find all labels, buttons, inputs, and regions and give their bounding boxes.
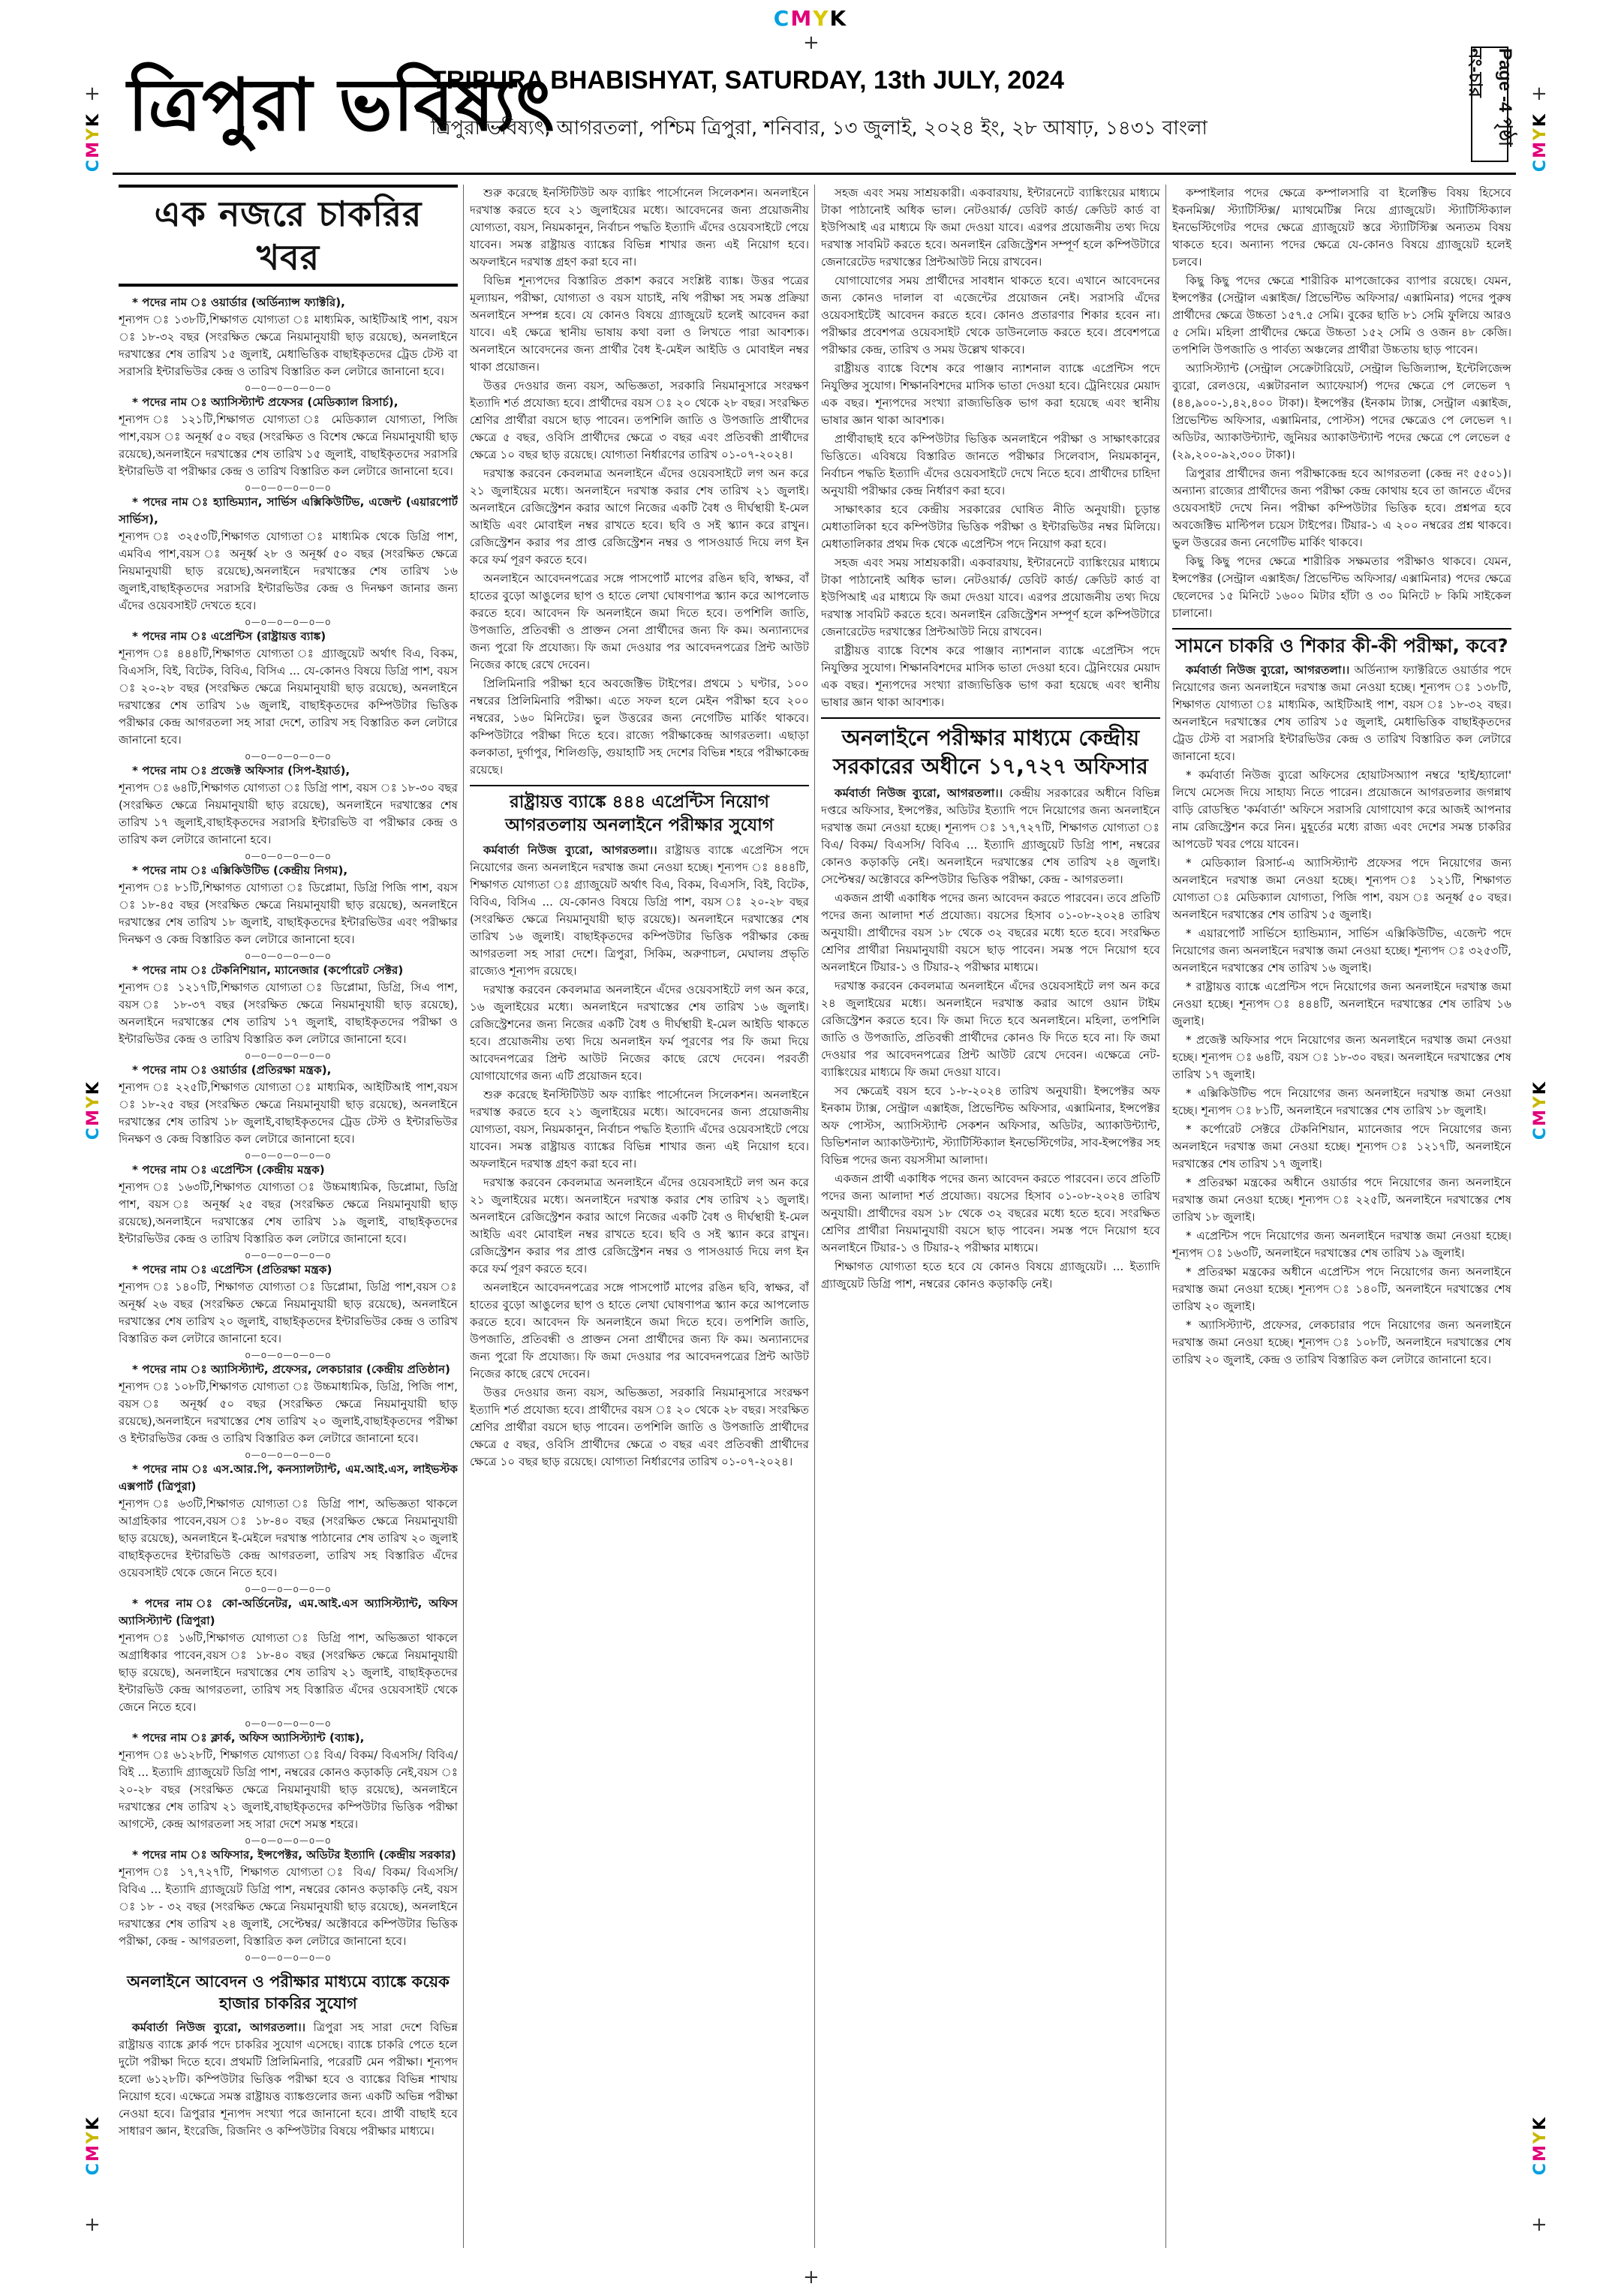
job-post-title: * পদের নাম ঃ ওয়ার্ডার (প্রতিরক্ষা মন্ত্রক),: [132, 1063, 332, 1077]
section-heading-job-news: এক নজরে চাকরির খবর: [119, 185, 458, 287]
job-post-details: শূন্যপদ ঃ ১৬৩টি,শিক্ষাগত যোগ্যতা ঃ উচ্চমাধ্যমিক, ডিপ্লোমা, ডিগ্রি পাশ, বয়স ঃ অনূর্ধ্ব ২৫ বছর (সংরক্ষিত ক্ষেত্রে নিয়মানুযায়ী ছাড় রয়েছে),অনলাইনে দরখাস্তের শেষ তারিখ ১৯ জুলাই, বাছাইকৃতদের ইন্টারভিউর কেন্দ্র ও তারিখ বিস্তারিত কল লেটারে জানানো হবে।: [119, 1180, 458, 1246]
job-divider: o—o—o—o—o—o: [245, 751, 332, 762]
masthead-rule: [113, 173, 1516, 175]
job-divider: o—o—o—o—o—o: [245, 951, 332, 961]
registration-plus-left-top: +: [84, 83, 101, 105]
story-paragraph: অনলাইনে আবেদনপত্রের সঙ্গে পাসপোর্ট মাপের রঙিন ছবি, স্বাক্ষর, বাঁ হাতের বুড়ো আঙুলের ছাপ ও হাতে লেখা ঘোষণাপত্র স্ক্যান করে আপলোড করতে হবে। আবেদন ফি অনলাইনে জমা দিতে হবে। তপশিলি জাতি, উপজাতি, প্রতিবন্ধী ও প্রাক্তন সেনা প্রার্থীদের জন্য ফি কম। অন্যান্যদের জন্য পুরো ফি প্রযোজ্য। ফি জমা দেওয়ার পর আবেদনপত্রের প্রিন্ট আউট নিজের কাছে রেখে দেবেন।: [470, 572, 809, 672]
job-post-title: * পদের নাম ঃ হ্যান্ডিম্যান, সার্ভিস এক্সিকিউটিভ, এজেন্ট (এয়ারপোর্ট সার্ভিস),: [119, 495, 458, 526]
story-paragraph: রাষ্ট্রীয়ত্ত ব্যাঙ্কে বিশেষ করে পাঞ্জাব ন্যাশনাল ব্যাঙ্কে এপ্রেন্টিস পদে নিযুক্তির সুযোগ। শিক্ষানবিশদের মাসিক ভাতা দেওয়া হবে। ট্রেনিংয়ের মেয়াদ এক বছর। শূন্যপদের সংখ্যা রাজ্যভিত্তিক ভাগ করা হয়েছে এবং স্থানীয় ভাষার জ্ঞান থাকা আবশ্যক।: [821, 644, 1160, 709]
cmyk-top-mark: [0, 6, 1621, 31]
job-post-details: শূন্যপদ ঃ ৮১টি,শিক্ষাগত যোগ্যতা ঃ ডিপ্লোমা, ডিগ্রি পিজি পাশ, বয়স ঃ ১৮-৪৫ বছর (সংরক্ষিত ক্ষেত্রে নিয়মানুযায়ী ছাড় রয়েছে), অনলাইনে দরখাস্তের শেষ তারিখ ১৮ জুলাই, বাছাইকৃতদের ইন্টারভিউর এবং পরীক্ষার দিনক্ষণ ও কেন্দ্র বিস্তারিত কল লেটারে জানানো হবে।: [119, 881, 458, 946]
upcoming-exam-item: * রাষ্ট্রায়ত্ত ব্যাঙ্কে এপ্রেন্টিস পদে নিয়োগের জন্য অনলাইনে দরখাস্ত জমা নেওয়া হচ্ছে। শূন্যপদ ঃ ৪৪৪টি, অনলাইনে দরখাস্তের শেষ তারিখ ১৬ জুলাই।: [1172, 980, 1511, 1028]
side-cmyk-left-mid: CMYK: [84, 1080, 103, 1140]
job-listing-item: [119, 1162, 458, 1248]
story-paragraph: কিছু কিছু পদের ক্ষেত্রে শারীরিক মাপজোকের ব্যাপার রয়েছে। যেমন, ইন্সপেক্টর (সেন্ট্রাল এক্সাইজ/ প্রিভেন্টিভ অফিসার/ এক্সামিনার) পদের পুরুষ প্রার্থীদের ক্ষেত্রে উচ্চতা ১৫৭.৫ সেমি। বুকের ছাতি ৮১ সেমি ফুলিয়ে আরও ৫ সেমি। মহিলা প্রার্থীদের ক্ষেত্রে উচ্চতা ১৫২ সেমি ও ওজন ৪৮ কেজি। তপশিলি উপজাতি ও পার্বত্য অঞ্চলের প্রার্থীরা উচ্চতায় ছাড় পাবেন।: [1172, 274, 1511, 356]
column-4: [1172, 185, 1511, 2255]
story-paragraph: শুরু করেছে ইনস্টিটিউট অফ ব্যাঙ্কিং পার্সোনেল সিলেকশন। অনলাইনে দরখাস্ত করতে হবে ২১ জুলাইয়ের মধ্যে। আবেদনের জন্য প্রয়োজনীয় যোগ্যতা, বয়স, নিয়মকানুন, নির্বাচন পদ্ধতি ইত্যাদি এঁদের ওয়েবসাইটে পেয়ে যাবেন। সমস্ত রাষ্ট্রায়ত্ত ব্যাঙ্কের বিভিন্ন শাখার জন্য এই নিয়োগ হবে। অফলাইনে দরখাস্ত গ্রহণ করা হবে না।: [470, 1088, 809, 1171]
job-divider: o—o—o—o—o—o: [245, 1250, 332, 1261]
job-post-details: শূন্যপদ ঃ ১২১টি,শিক্ষাগত যোগ্যতা ঃ মেডিক্যাল যোগ্যতা, পিজি পাশ,বয়স ঃ অনূর্ধ্ব ৫০ বছর (সংরক্ষিত ও বিশেষ ক্ষেত্রে নিয়মানুযায়ী ছাড় রয়েছে),অনলাইনে দরখাস্তের শেষ তারিখ ১৫ জুলাই, বাছাইকৃতদের সরাসরি ইন্টারভিউ বা পরীক্ষার কেন্দ্র ও তারিখ বিস্তারিত কল লেটারে জানানো হবে।: [119, 413, 458, 478]
job-post-title: * পদের নাম ঃ অ্যাসিস্ট্যান্ট প্রফেসর (মেডিক্যাল রিসার্চ),: [132, 395, 398, 409]
story-paragraph: কর্মবার্তা নিউজ ব্যুরো, আগরতলা।। অর্ডিন্যান্স ফ্যাক্টরিতে ওয়ার্ডার পদে নিয়োগের জন্য অনলাইনে দরখাস্ত জমা নেওয়া হচ্ছে। শূন্যপদ ঃ ১৩৮টি, শিক্ষাগত যোগ্যতা ঃ মাধ্যমিক, আইটিআই পাশ, বয়স ঃ ১৮-৩২ বছর। অনলাইনে দরখাস্তের শেষ তারিখ ১৫ জুলাই, মেধাভিত্তিক বাছাইকৃতদের ট্রেড টেস্ট বা সরাসরি ইন্টারভিউর কেন্দ্র ও তারিখ বিস্তারিত কল লেটারে জানানো হবে।: [1172, 663, 1511, 763]
job-divider: o—o—o—o—o—o: [245, 617, 332, 627]
story-paragraph: দরখাস্ত করবেন কেবলমাত্র অনলাইনে এঁদের ওয়েবসাইটে লগ অন করে ২১ জুলাইয়ের মধ্যে। অনলাইনে দরখাস্ত করার শেষ তারিখ ২১ জুলাই। অনলাইনে রেজিস্ট্রেশন করার আগে নিজের একটি বৈধ ও দীর্ঘস্থায়ী ই-মেল আইডি এবং মোবাইল নম্বর রাখতে হবে। ছবি ও সই স্ক্যান করে রাখুন। রেজিস্ট্রেশন করার পর প্রাপ্ত রেজিস্ট্রেশন নম্বর ও পাসওয়ার্ড দিয়ে লগ ইন করে ফর্ম পূরণ করতে হবে।: [470, 1176, 809, 1276]
job-listing-item: [119, 862, 458, 948]
story-paragraph: অনলাইনে আবেদনপত্রের সঙ্গে পাসপোর্ট মাপের রঙিন ছবি, স্বাক্ষর, বাঁ হাতের বুড়ো আঙুলের ছাপ ও হাতে লেখা ঘোষণাপত্র স্ক্যান করে আপলোড করতে হবে। আবেদন ফি অনলাইনে জমা দিতে হবে। তপশিলি জাতি, উপজাতি, প্রতিবন্ধী ও প্রাক্তন সেনা প্রার্থীদের জন্য ফি কম। অন্যান্যদের জন্য পুরো ফি প্রযোজ্য। ফি জমা দেওয়ার পর আবেদনপত্রের প্রিন্ট আউট নিজের কাছে রেখে দেবেন।: [470, 1281, 809, 1381]
job-post-details: শূন্যপদ ঃ ১০৮টি,শিক্ষাগত যোগ্যতা ঃ উচ্চমাধ্যমিক, ডিগ্রি, পিজি পাশ, বয়স ঃ অনূর্ধ্ব ৫০ বছর (সংরক্ষিত ক্ষেত্রে নিয়মানুযায়ী ছাড় রয়েছে),অনলাইনে দরখাস্তের শেষ তারিখ ২০ জুলাই,বাছাইকৃতদের পরীক্ষা ও ইন্টারভিউর কেন্দ্র ও তারিখ বিস্তারিত কল লেটারে জানানো হবে।: [119, 1380, 458, 1445]
upcoming-exam-item: * কর্মবার্তা নিউজ ব্যুরো অফিসের হোয়াটসঅ্যাপ নম্বরে 'হাই/হ্যালো' লিখে মেসেজ দিয়ে সাহায্য নিতে পারেন। প্রয়োজনে আগরতলার জগন্নাথ বাড়ি রোডস্থিত 'কর্মবার্তা' অফিসে সরাসরি যোগাযোগ করে আজই আপনার নাম রেজিস্ট্রেশন করে নিন। মুহূর্তের মধ্যে রাজ্য এবং দেশের সমস্ত চাকরির আপডেট খবর পেয়ে যাবেন।: [1172, 768, 1511, 851]
registration-plus-left-bottom: +: [84, 2213, 101, 2236]
side-cmyk-left-top: CMYK: [84, 113, 103, 173]
job-post-details: শূন্যপদ ঃ ৬৪টি,শিক্ষাগত যোগ্যতা ঃ ডিগ্রি পাশ, বয়স ঃ ১৮-৩০ বছর (সংরক্ষিত ক্ষেত্রে নিয়মানুযায়ী ছাড় রয়েছে), অনলাইনে দরখাস্তের শেষ তারিখ ১৭ জুলাই,বাছাইকৃতদের সরাসরি ইন্টারভিউ বা পরীক্ষার কেন্দ্র ও তারিখ কল লেটারে জানানো হবে।: [119, 781, 458, 846]
job-post-title: * পদের নাম ঃ এস.আর.পি, কনস্যালট্যান্ট, এম.আই.এস, লাইভস্টক এক্সপার্ট (ত্রিপুরা): [119, 1462, 458, 1493]
upcoming-exam-item: * কর্পোরেট সেক্টরে টেকনিশিয়ান, ম্যানেজার পদে নিয়োগের জন্য অনলাইনে দরখাস্ত জমা নেওয়া হচ্ছে। শূন্যপদ ঃ ১২১৭টি, অনলাইনে দরখাস্তের শেষ তারিখ ১৭ জুলাই।: [1172, 1122, 1511, 1171]
story-paragraph: শুরু করেছে ইনস্টিটিউট অফ ব্যাঙ্কিং পার্সোনেল সিলেকশন। অনলাইনে দরখাস্ত করতে হবে ২১ জুলাইয়ের মধ্যে। আবেদনের জন্য প্রয়োজনীয় যোগ্যতা, বয়স, নিয়মকানুন, নির্বাচন পদ্ধতি ইত্যাদি এঁদের ওয়েবসাইটে পেয়ে যাবেন। সমস্ত রাষ্ট্রায়ত্ত ব্যাঙ্কের বিভিন্ন শাখার জন্য এই নিয়োগ হবে। অফলাইনে দরখাস্ত গ্রহণ করা হবে না।: [470, 186, 809, 269]
job-listing-item: [119, 1361, 458, 1447]
job-divider: o—o—o—o—o—o: [245, 1835, 332, 1846]
job-post-title: * পদের নাম ঃ প্রজেক্ট অফিসার (সিপ-ইয়ার্ড),: [132, 764, 350, 777]
story-paragraph: রাষ্ট্রীয়ত্ত ব্যাঙ্কে বিশেষ করে পাঞ্জাব ন্যাশনাল ব্যাঙ্কে এপ্রেন্টিস পদে নিযুক্তির সুযোগ। শিক্ষানবিশদের মাসিক ভাতা দেওয়া হবে। ট্রেনিংয়ের মেয়াদ এক বছর। শূন্যপদের সংখ্যা রাজ্যভিত্তিক ভাগ করা হয়েছে এবং স্থানীয় ভাষার জ্ঞান থাকা আবশ্যক।: [821, 362, 1160, 427]
registration-plus-top: +: [803, 32, 820, 54]
story-paragraph: সহজ এবং সময় সাশ্রয়কারী। একবারযায়, ইন্টারনেটে ব্যাঙ্কিংয়ের মাধ্যমে টাকা পাঠানোই অধিক ভাল। নেটওয়ার্ক/ ডেবিট কার্ড/ ক্রেডিট কার্ড বা ইউপিআই এর মাধ্যমে ফি জমা দেওয়া যাবে। এরপর প্রয়োজনীয় তথ্য দিয়ে দরখাস্ত সাবমিট করতে হবে। অনলাইন রেজিস্ট্রেশন সম্পূর্ণ হলে কম্পিউটারে জেনারেটেড দরখাস্তের প্রিন্টআউট নিয়ে রাখবেন।: [821, 186, 1160, 269]
job-listings: [119, 294, 458, 1964]
upcoming-exam-list: [1172, 767, 1511, 1369]
side-cmyk-right-bottom: CMYK: [1531, 2116, 1550, 2176]
job-listing-item: [119, 1261, 458, 1348]
story-paragraph: কম্পাইলার পদের ক্ষেত্রে কম্পালসারি বা ইলেক্টিভ বিষয় হিসেবে ইকনমিক্স/ স্ট্যাটিস্টিক্স/ ম্যাথমেটিক্স নিয়ে গ্র্যাজুয়েট। স্ট্যাটিস্টিক্যাল ইনভেস্টিগেটর পদের ক্ষেত্রে গ্র্যাজুয়েট স্তরে স্ট্যাটিস্টিক্স অন্যতম বিষয় থাকতে হবে। অন্যান্য পদের ক্ষেত্রে যে-কোনও বিষয়ে গ্র্যাজুয়েট হলেই চলবে।: [1172, 186, 1511, 269]
job-listing-item: [119, 1595, 458, 1716]
story-paragraph: প্রার্থীবাছাই হবে কম্পিউটার ভিত্তিক অনলাইনে পরীক্ষা ও সাক্ষাৎকারের ভিত্তিতে। এবিষয়ে বিস্তারিত জানতে পরীক্ষার সিলেবাস, নিয়মকানুন, নির্বাচন পদ্ধতি ইত্যাদি এঁদের ওয়েবসাইটে দেখে নিতে হবে। প্রার্থীদের চাহিদা অনুযায়ী পরীক্ষার কেন্দ্র নির্ধারণ করা হবে।: [821, 432, 1160, 497]
job-listing-item: [119, 1461, 458, 1582]
upcoming-exam-item: * মেডিক্যাল রিসার্চ-এ অ্যাসিস্ট্যান্ট প্রফেসর পদে নিয়োগের জন্য অনলাইনে দরখাস্ত জমা নেওয়া হচ্ছে। শূন্যপদ ঃ ১২১টি, শিক্ষাগত যোগ্যতা ঃ মেডিক্যাল যোগ্যতা, পিজি পাশ, বয়স ঃ অনূর্ধ্ব ৫০ বছর। অনলাইনে দরখাস্তের শেষ তারিখ ১৫ জুলাই।: [1172, 856, 1511, 921]
story-paragraph: যোগাযোগের সময় প্রার্থীদের সাবধান থাকতে হবে। এখানে আবেদনের জন্য কোনও দালাল বা এজেন্টের প্রয়োজন নেই। সরাসরি এঁদের ওয়েবসাইটেই আবেদন করতে হবে। কোনও প্রতারণার শিকার হবেন না। পরীক্ষার প্রবেশপত্র ওয়েবসাইট থেকে ডাউনলোড করতে হবে। প্রবেশপত্রে পরীক্ষার কেন্দ্র, তারিখ ও সময় উল্লেখ থাকবে।: [821, 274, 1160, 356]
job-post-details: শূন্যপদ ঃ ২২৫টি,শিক্ষাগত যোগ্যতা ঃ মাধ্যমিক, আইটিআই পাশ,বয়স ঃ ১৮-২৫ বছর (সংরক্ষিত ক্ষেত্রে নিয়মানুযায়ী ছাড় রয়েছে), অনলাইনে দরখাস্তের শেষ তারিখ ১৮ জুলাই,বাছাইকৃতদের ট্রেড টেস্ট ও ইন্টারভিউর দিনক্ষণ ও কেন্দ্র বিস্তারিত কল লেটারে জানানো হবে।: [119, 1080, 458, 1146]
job-divider: o—o—o—o—o—o: [245, 1150, 332, 1161]
job-post-details: শূন্যপদ ঃ ১৪০টি, শিক্ষাগত যোগ্যতা ঃ ডিপ্লোমা, ডিগ্রি পাশ,বয়স ঃ অনূর্ধ্ব ২৬ বছর (সংরক্ষিত ক্ষেত্রে নিয়মানুযায়ী ছাড় রয়েছে), অনলাইনে দরখাস্তের শেষ তারিখ ২০ জুলাই, বাছাইকৃতদের ইন্টারভিউর কেন্দ্র ও তারিখ বিস্তারিত কল লেটারে জানানো হবে।: [119, 1280, 458, 1345]
story-paragraph: অ্যাসিস্ট্যান্ট (সেন্ট্রাল সেক্রেটারিয়েট, সেন্ট্রাল ভিজিল্যান্স, ইন্টেলিজেন্স ব্যুরো, রেলওয়ে, এক্সটারনাল অ্যাফেয়ার্স) পদের ক্ষেত্রে পে লেভেল ৭ (৪৪,৯০০-১,৪২,৪০০ টাকা)। ইন্সপেক্টর (ইনকাম ট্যাক্স, সেন্ট্রাল এক্সাইজ, প্রিভেন্টিভ অফিসার, এক্সামিনার, পোস্টস) পদের ক্ষেত্রেও পে লেভেল ৭। অডিটর, অ্যাকাউন্ট্যান্ট, জুনিয়র অ্যাকাউন্ট্যান্ট পদের ক্ষেত্রে পে লেভেল ৫ (২৯,২০০-৯২,৩০০ টাকা)।: [1172, 362, 1511, 461]
story-paragraph: সব ক্ষেত্রেই বয়স হবে ১-৮-২০২৪ তারিখ অনুযায়ী। ইন্সপেক্টর অফ ইনকাম ট্যাক্স, সেন্ট্রাল এক্সাইজ, প্রিভেন্টিভ অফিসার, এক্সামিনার, ইন্সপেক্টর অফ পোস্টস, অ্যাসিস্ট্যান্ট সেকশন অফিসার, অডিটর, অ্যাকাউন্ট্যান্ট, ডিভিশনাল অ্যাকাউন্ট্যান্ট, স্ট্যাটিস্টিক্যাল ইনভেস্টিগেটর, সাব-ইন্সপেক্টর সহ বিভিন্ন পদের জন্য বয়সসীমা আলাদা।: [821, 1084, 1160, 1167]
registration-plus-right-top: +: [1531, 83, 1547, 105]
job-post-title: * পদের নাম ঃ কো-অর্ডিনেটর, এম.আই.এস অ্যাসিস্ট্যান্ট, অফিস অ্যাসিস্ট্যান্ট (ত্রিপুরা): [119, 1597, 458, 1627]
story-paragraph: সাক্ষাৎকার হবে কেন্দ্রীয় সরকারের ঘোষিত নীতি অনুযায়ী। চূড়ান্ত মেধাতালিকা হবে কম্পিউটার ভিত্তিক পরীক্ষা ও ইন্টারভিউর নম্বর মিলিয়ে। মেধাতালিকার প্রথম দিক থেকে এপ্রেন্টিস পদে নিয়োগ করা হবে।: [821, 503, 1160, 551]
job-divider: o—o—o—o—o—o: [245, 482, 332, 493]
job-post-title: * পদের নাম ঃ টেকনিশিয়ান, ম্যানেজার (কর্পোরেট সেক্টর): [132, 963, 404, 977]
story-byline: কর্মবার্তা নিউজ ব্যুরো, আগরতলা।।: [132, 2021, 306, 2034]
job-listing-item: [119, 394, 458, 480]
job-listing-item: [119, 1847, 458, 1950]
job-listing-item: [119, 1062, 458, 1148]
registration-plus-bottom: +: [803, 2266, 820, 2288]
job-listing-item: [119, 762, 458, 849]
story-paragraph: দরখাস্ত করবেন কেবলমাত্র অনলাইনে এঁদের ওয়েবসাইটে লগ অন করে ২৪ জুলাইয়ের মধ্যে। অনলাইনে দরখাস্ত করার আগে ওয়ান টাইম রেজিস্ট্রেশন করতে হবে। ফি জমা দিতে হবে অনলাইনে। মহিলা, তপশিলি জাতি ও উপজাতি, প্রতিবন্ধী প্রার্থীদের কোনও ফি দিতে হবে না। ফি জমা দেওয়ার পর আবেদনপত্রের প্রিন্ট আউট রেখে দেবেন। এক্ষেত্রে নেট-ব্যাঙ্কিংয়ের মাধ্যমে ফি জমা দেওয়া যাবে।: [821, 979, 1160, 1079]
story-paragraph: উত্তর দেওয়ার জন্য বয়স, অভিজ্ঞতা, সরকারি নিয়মানুসারে সংরক্ষণ ইত্যাদি শর্ত প্রযোজ্য হবে। প্রার্থীদের বয়স ঃ ২০ থেকে ২৮ বছর। সংরক্ষিত শ্রেণির প্রার্থীরা বয়সে ছাড় পাবেন। তপশিলি জাতি ও উপজাতি প্রার্থীদের ক্ষেত্রে ৫ বছর, ওবিসি প্রার্থীদের ক্ষেত্রে ৩ বছর এবং প্রতিবন্ধী প্রার্থীদের ক্ষেত্রে ১০ বছর ছাড় রয়েছে। যোগ্যতা নির্ধারণের তারিখ ০১-০৭-২০২৪।: [470, 379, 809, 461]
section-heading-upcoming-exams: সামনে চাকরি ও শিকার কী-কী পরীক্ষা, কবে?: [1172, 628, 1511, 657]
job-post-title: * পদের নাম ঃ অ্যাসিস্ট্যান্ট, প্রফেসর, লেকচারার (কেন্দ্রীয় প্রতিষ্ঠান): [132, 1363, 450, 1376]
cmyk-k: K: [829, 6, 848, 31]
job-post-title: * পদের নাম ঃ এপ্রেন্টিস (কেন্দ্রীয় মন্ত্রক): [132, 1163, 325, 1177]
job-post-details: শূন্যপদ ঃ ১২১৭টি,শিক্ষাগত যোগ্যতা ঃ ডিপ্লোমা, ডিগ্রি, সিএ পাশ, বয়স ঃ ১৮-৩৭ বছর (সংরক্ষিত ক্ষেত্রে নিয়মানুযায়ী ছাড় রয়েছে), অনলাইনে দরখাস্তের শেষ তারিখ ১৭ জুলাই, বাছাইকৃতদের পরীক্ষা ও ইন্টারভিউর কেন্দ্র ও তারিখ বিস্তারিত কল লেটারে জানানো হবে।: [119, 981, 458, 1046]
story-paragraph: কর্মবার্তা নিউজ ব্যুরো, আগরতলা।। ত্রিপুরা সহ সারা দেশে বিভিন্ন রাষ্ট্রায়ত্ত ব্যাঙ্কে ক্লার্ক পদে চাকরির সুযোগ এসেছে। ব্যাঙ্কে চাকরি পেতে হলে দুটো পরীক্ষা দিতে হবে। প্রথমটি প্রিলিমিনারি, পরেরটি মেন পরীক্ষা। শূন্যপদ হলো ৬১২৮টি। কম্পিউটার ভিত্তিক পরীক্ষা হবে ও ব্যাঙ্কের বিভিন্ন শাখায় নিয়োগ হবে। এক্ষেত্রে সমস্ত রাষ্ট্রায়ত্ত ব্যাঙ্কগুলোর জন্য একটি অভিন্ন পরীক্ষা নেওয়া হবে। ত্রিপুরার শূন্যপদ সংখ্যা পরে জানানো হবে। প্রার্থী বাছাই হবে সাধারণ জ্ঞান, ইংরেজি, রিজনিং ও কম্পিউটার বিষয়ে পরীক্ষার মাধ্যমে।: [119, 2021, 458, 2138]
job-post-title: * পদের নাম ঃ এপ্রেন্টিস (প্রতিরক্ষা মন্ত্রক): [132, 1263, 332, 1276]
page-number-box: Page -4 পৃষ্ঠা নং-চার: [1471, 47, 1508, 162]
job-post-title: * পদের নাম ঃ ক্লার্ক, অফিস অ্যাসিস্ট্যান্ট (ব্যাঙ্ক),: [132, 1731, 365, 1745]
job-listing-item: [119, 1730, 458, 1833]
story-byline: কর্মবার্তা নিউজ ব্যুরো, আগরতলা।।: [1186, 663, 1350, 677]
story-paragraph: উত্তর দেওয়ার জন্য বয়স, অভিজ্ঞতা, সরকারি নিয়মানুসারে সংরক্ষণ ইত্যাদি শর্ত প্রযোজ্য হবে। প্রার্থীদের বয়স ঃ ২০ থেকে ২৮ বছর। সংরক্ষিত শ্রেণির প্রার্থীরা বয়সে ছাড় পাবেন। তপশিলি জাতি ও উপজাতি প্রার্থীদের ক্ষেত্রে ৫ বছর, ওবিসি প্রার্থীদের ক্ষেত্রে ৩ বছর এবং প্রতিবন্ধী প্রার্থীদের ক্ষেত্রে ১০ বছর ছাড় রয়েছে। যোগ্যতা নির্ধারণের তারিখ ০১-০৭-২০২৪।: [470, 1386, 809, 1468]
story-paragraph: ত্রিপুরার প্রার্থীদের জন্য পরীক্ষাকেন্দ্র হবে আগরতলা (কেন্দ্র নং ৫৫০১)। অন্যান্য রাজ্যের প্রার্থীদের জন্য পরীক্ষা কেন্দ্র কোথায় হবে তা জানতে এঁদের ওয়েবসাইট দেখে নিন। পরীক্ষা কম্পিউটার ভিত্তিক হবে। প্রশ্নপত্র হবে অবজেক্টিভ মাল্টিপল চয়েস টাইপের। টিয়ার-১ এ ২০০ নম্বরের প্রশ্ন থাকবে। ভুল উত্তরের জন্য নেগেটিভ মার্কিং থাকবে।: [1172, 467, 1511, 549]
story-paragraph: প্রিলিমিনারি পরীক্ষা হবে অবজেক্টিভ টাইপের। প্রথমে ১ ঘণ্টার, ১০০ নম্বরের প্রিলিমিনারি পরীক্ষা। এতে সফল হলে মেইন পরীক্ষা হবে ২০০ নম্বরের, ১৬০ মিনিটের। ভুল উত্তরের জন্য নেগেটিভ মার্কিং থাকবে। কম্পিউটারে পরীক্ষা দিতে হবে। রাজ্যে পরীক্ষাকেন্দ্র আগরতলা। এছাড়া কলকাতা, দুর্গাপুর, শিলিগুড়ি, গুয়াহাটি সহ দেশের বিভিন্ন শহরে পরীক্ষাকেন্দ্র রয়েছে।: [470, 677, 809, 777]
job-post-title: * পদের নাম ঃ অফিসার, ইন্সপেক্টর, অডিটর ইত্যাদি (কেন্দ্রীয় সরকার): [132, 1848, 456, 1862]
cmyk-c: C: [773, 6, 791, 31]
registration-plus-right-bottom: +: [1531, 2213, 1547, 2236]
upcoming-exam-item: * প্রতিরক্ষা মন্ত্রকের অধীনে এপ্রেন্টিস পদে নিয়োগের জন্য অনলাইনে দরখাস্ত জমা নেওয়া হচ্ছে। শূন্যপদ ঃ ১৪০টি, অনলাইনে দরখাস্তের শেষ তারিখ ২০ জুলাই।: [1172, 1265, 1511, 1313]
story-paragraph: কিছু কিছু পদের ক্ষেত্রে শারীরিক সক্ষমতার পরীক্ষাও থাকবে। যেমন, ইন্সপেক্টর (সেন্ট্রাল এক্সাইজ/ প্রিভেন্টিভ অফিসার/ এক্সামিনার) পদের ক্ষেত্রে ছেলেদের ১৫ মিনিটে ১৬০০ মিটার হাঁটা ও ৩০ মিনিটে ৮ কিমি সাইকেল চালানো।: [1172, 554, 1511, 620]
job-post-details: শূন্যপদ ঃ ১৩৮টি,শিক্ষাগত যোগ্যতা ঃ মাধ্যমিক, আইটিআই পাশ, বয়স ঃ ১৮-৩২ বছর (সংরক্ষিত ক্ষেত্রে নিয়মানুযায়ী ছাড় রয়েছে), অনলাইনে দরখাস্তের শেষ তারিখ ১৫ জুলাই, মেধাভিত্তিক বাছাইকৃতদের ট্রেড টেস্ট বা সরাসরি ইন্টারভিউর কেন্দ্র ও তারিখ বিস্তারিত কল লেটারে জানানো হবে।: [119, 313, 458, 378]
masthead: [128, 47, 1515, 167]
side-cmyk-left-bottom: CMYK: [84, 2116, 103, 2176]
side-cmyk-right-mid: CMYK: [1531, 1080, 1550, 1140]
job-divider: o—o—o—o—o—o: [245, 1350, 332, 1360]
column-2: [470, 185, 809, 2255]
job-divider: o—o—o—o—o—o: [245, 1050, 332, 1061]
upcoming-exam-item: * প্রতিরক্ষা মন্ত্রকের অধীনে ওয়ার্ডার পদে নিয়োগের জন্য অনলাইনে দরখাস্ত জমা নেওয়া হচ্ছে। শূন্যপদ ঃ ২২৫টি, অনলাইনে দরখাস্তের শেষ তারিখ ১৮ জুলাই।: [1172, 1176, 1511, 1224]
column-separator: [1165, 185, 1166, 2248]
job-post-details: শূন্যপদ ঃ ৬৩টি,শিক্ষাগত যোগ্যতা ঃ ডিগ্রি পাশ, অভিজ্ঞতা থাকলে আগ্রহিকার পাবেন,বয়স ঃ ১৮-৪০ বছর (সংরক্ষিত ক্ষেত্রে নিয়মানুযায়ী ছাড় রয়েছে), অনলাইনে ই-মেইলে দরখাস্ত পাঠানোর শেষ তারিখ ২০ জুলাই বাছাইকৃতদের ইন্টারভিউ কেন্দ্র আগরতলা, তারিখ সহ বিস্তারিত এঁদের ওয়েবসাইট থেকে জেনে নিতে হবে।: [119, 1497, 458, 1579]
story-paragraph: একজন প্রার্থী একাধিক পদের জন্য আবেদন করতে পারবেন। তবে প্রতিটি পদের জন্য আলাদা শর্ত প্রযোজ্য। বয়সের হিসাব ০১-০৮-২০২৪ তারিখ অনুযায়ী। প্রার্থীদের বয়স ১৮ থেকে ৩২ বছরের মধ্যে হতে হবে। সংরক্ষিত শ্রেণির প্রার্থীরা নিয়মানুযায়ী বয়সে ছাড় পাবেন। সমস্ত পদে নিয়োগ হবে অনলাইনে টিয়ার-১ ও টিয়ার-২ পরীক্ষার মাধ্যমে।: [821, 1172, 1160, 1255]
column-separator: [814, 185, 815, 2248]
cmyk-y: Y: [813, 6, 830, 31]
job-listing-item: [119, 494, 458, 615]
side-cmyk-right-top: CMYK: [1531, 113, 1550, 173]
job-divider: o—o—o—o—o—o: [245, 1584, 332, 1594]
column-separator: [463, 185, 464, 2248]
upcoming-exam-item: * এক্সিকিউটিভ পদে নিয়োগের জন্য অনলাইনে দরখাস্ত জমা নেওয়া হচ্ছে। শূন্যপদ ঃ ৮১টি, অনলাইনে দরখাস্তের শেষ তারিখ ১৮ জুলাই।: [1172, 1086, 1511, 1117]
job-listing-item: [119, 962, 458, 1048]
job-listing-item: [119, 294, 458, 380]
story-heading-bank-clerk: অনলাইনে আবেদন ও পরীক্ষার মাধ্যমে ব্যাঙ্কে কয়েক হাজার চাকরির সুযোগ: [127, 1973, 450, 2012]
cmyk-m: M: [790, 6, 814, 31]
job-post-title: * পদের নাম ঃ এক্সিকিউটিভ (কেন্দ্রীয় নিগম),: [132, 864, 348, 877]
story-paragraph: কর্মবার্তা নিউজ ব্যুরো, আগরতলা।। কেন্দ্রীয় সরকারের অধীনে বিভিন্ন দপ্তরে অফিসার, ইন্সপেক্টর, অডিটর ইত্যাদি পদে নিয়োগের জন্য অনলাইনে দরখাস্ত জমা নেওয়া হচ্ছে। শূন্যপদ ঃ ১৭,৭২৭টি, শিক্ষাগত যোগ্যতা ঃ বিএ/ বিকম/ বিএসসি/ বিবিএ ... ইত্যাদি গ্র্যাজুয়েট ডিগ্রি পাশ, নম্বরের কোনও কড়াকড়ি নেই। অনলাইনে দরখাস্তের শেষ তারিখ ২৪ জুলাই। সেপ্টেম্বর/ অক্টোবরে কম্পিউটার ভিত্তিক পরীক্ষা, কেন্দ্র - আগরতলা।: [821, 786, 1160, 886]
job-post-title: * পদের নাম ঃ এপ্রেন্টিস (রাষ্ট্রায়ত্ত ব্যাঙ্ক): [132, 630, 326, 643]
upcoming-exam-item: * এয়ারপোর্ট সার্ভিসে হ্যান্ডিম্যান, সার্ভিস এক্সিকিউটিভ, এজেন্ট পদে নিয়োগের জন্য অনলাইনে দরখাস্ত জমা নেওয়া হচ্ছে। শূন্যপদ ঃ ৩২৫৩টি, অনলাইনে দরখাস্তের শেষ তারিখ ১৬ জুলাই।: [1172, 927, 1511, 975]
job-divider: o—o—o—o—o—o: [245, 383, 332, 393]
job-divider: o—o—o—o—o—o: [245, 1450, 332, 1460]
story-paragraph: সহজ এবং সময় সাশ্রয়কারী। একবারযায়, ইন্টারনেটে ব্যাঙ্কিংয়ের মাধ্যমে টাকা পাঠানোই অধিক ভাল। নেটওয়ার্ক/ ডেবিট কার্ড/ ক্রেডিট কার্ড বা ইউপিআই এর মাধ্যমে ফি জমা দেওয়া যাবে। এরপর প্রয়োজনীয় তথ্য দিয়ে দরখাস্ত সাবমিট করতে হবে। অনলাইন রেজিস্ট্রেশন সম্পূর্ণ হলে কম্পিউটারে জেনারেটেড দরখাস্তের প্রিন্টআউট নিয়ে রাখবেন।: [821, 556, 1160, 639]
job-post-details: শূন্যপদ ঃ ৩২৫৩টি,শিক্ষাগত যোগ্যতা ঃ মাধ্যমিক থেকে ডিগ্রি পাশ, এমবিএ পাশ,বয়স ঃ অনূর্ধ্ব ২৮ ও অনূর্ধ্ব ৫০ বছর (সংরক্ষিত ক্ষেত্রে নিয়মানুযায়ী ছাড় রয়েছে),অনলাইনে দরখাস্তের শেষ তারিখ ১৬ জুলাই,বাছাইকৃতদের সরাসরি ইন্টারভিউর কেন্দ্র ও দিনক্ষণ জানার জন্য এঁদের ওয়েবসাইট দেখতে হবে।: [119, 530, 458, 612]
job-post-details: শূন্যপদ ঃ ৬১২৮টি, শিক্ষাগত যোগ্যতা ঃ বিএ/ বিকম/ বিএসসি/ বিবিএ/ বিই ... ইত্যাদি গ্র্যাজুয়েট ডিগ্রি পাশ, নম্বরের কোনও কড়াকড়ি নেই,বয়স ঃ ২০-২৮ বছর (সংরক্ষিত ক্ষেত্রে নিয়মানুযায়ী ছাড় রয়েছে), অনলাইনে দরখাস্তের শেষ তারিখ ২১ জুলাই,বাছাইকৃতদের কম্পিউটার ভিত্তিক পরীক্ষা আগস্টে, কেন্দ্র আগরতলা সহ সারা দেশে সমস্ত শহরে।: [119, 1748, 458, 1831]
story-paragraph: দরখাস্ত করবেন কেবলমাত্র অনলাইনে এঁদের ওয়েবসাইটে লগ অন করে, ১৬ জুলাইয়ের মধ্যে। অনলাইনে দরখাস্তের শেষ তারিখ ১৬ জুলাই। রেজিস্ট্রেশনের জন্য নিজের একটি বৈধ ও দীর্ঘস্থায়ী ই-মেল আইডি থাকতে হবে। প্রয়োজনীয় তথ্য দিয়ে অনলাইন ফর্ম পূরণের পর ফি জমা দিয়ে আবেদনপত্রের প্রিন্ট আউট নিজের কাছে রেখে দেবেন। পরবর্তী যোগাযোগের জন্য এটি প্রয়োজন হবে।: [470, 983, 809, 1083]
story-paragraph: কর্মবার্তা নিউজ ব্যুরো, আগরতলা।। রাষ্ট্রায়ত্ত ব্যাঙ্কে এপ্রেন্টিস পদে নিয়োগের জন্য অনলাইনে দরখাস্ত জমা নেওয়া হচ্ছে। শূন্যপদ ঃ ৪৪৪টি, শিক্ষাগত যোগ্যতা ঃ গ্র্যাজুয়েট অর্থাৎ বিএ, বিকম, বিএসসি, বিই, বিটেক, বিবিএ, বিসিএ ... যে-কোনও বিষয়ে ডিগ্রি পাশ, বয়স ঃ ২০-২৮ বছর (সংরক্ষিত ক্ষেত্রে নিয়মানুযায়ী ছাড় রয়েছে)। অনলাইনে দরখাস্তের শেষ তারিখ ১৬ জুলাই। বাছাইকৃতদের কম্পিউটার ভিত্তিক পরীক্ষার কেন্দ্র আগরতলা সহ সারা দেশে। ত্রিপুরা, সিকিম, অরুণাচল, মেঘালয় প্রভৃতি রাজ্যেও শূন্যপদ রয়েছে।: [470, 843, 809, 978]
job-divider: o—o—o—o—o—o: [245, 851, 332, 861]
job-divider: o—o—o—o—o—o: [245, 1952, 332, 1963]
upcoming-exam-item: * অ্যাসিস্ট্যান্ট, প্রফেসর, লেকচারার পদে নিয়োগের জন্য অনলাইনে দরখাস্ত জমা নেওয়া হচ্ছে। শূন্যপদ ঃ ১০৮টি, অনলাইনে দরখাস্তের শেষ তারিখ ২০ জুলাই, কেন্দ্র ও তারিখ বিস্তারিত কল লেটারে জানানো হবে।: [1172, 1318, 1511, 1366]
upcoming-exam-item: * প্রজেক্ট অফিসার পদে নিয়োগের জন্য অনলাইনে দরখাস্ত জমা নেওয়া হচ্ছে। শূন্যপদ ঃ ৬৪টি, বয়স ঃ ১৮-৩০ বছর। অনলাইনে দরখাস্তের শেষ তারিখ ১৭ জুলাই।: [1172, 1033, 1511, 1081]
job-listing-item: [119, 628, 458, 749]
masthead-bengali-dateline: ত্রিপুরা ভবিষ্যৎ, আগরতলা, পশ্চিম ত্রিপুরা, শনিবার, ১৩ জুলাই, ২০২৪ ইং, ২৮ আষাঢ়, ১৪৩১ বাংলা: [431, 117, 1207, 140]
job-post-details: শূন্যপদ ঃ ১৭,৭২৭টি, শিক্ষাগত যোগ্যতা ঃ বিএ/ বিকম/ বিএসসি/ বিবিএ ... ইত্যাদি গ্র্যাজুয়েট ডিগ্রি পাশ, নম্বরের কোনও কড়াকড়ি নেই, বয়স ঃ ১৮ - ৩২ বছর (সংরক্ষিত ক্ষেত্রে নিয়মানুযায়ী ছাড় রয়েছে), অনলাইনে দরখাস্তের শেষ তারিখ ২৪ জুলাই, সেপ্টেম্বর/ অক্টোবরে কম্পিউটার ভিত্তিক পরীক্ষা, কেন্দ্র - আগরতলা, বিস্তারিত কল লেটারে জানানো হবে।: [119, 1865, 458, 1948]
job-post-details: শূন্যপদ ঃ ১৬টি,শিক্ষাগত যোগ্যতা ঃ ডিগ্রি পাশ, অভিজ্ঞতা থাকলে অগ্রাধিকার পাবেন,বয়স ঃ ১৮-৪০ বছর (সংরক্ষিত ক্ষেত্রে নিয়মানুযায়ী ছাড় রয়েছে), অনলাইনে দরখাস্তের শেষ তারিখ ২১ জুলাই, বাছাইকৃতদের ইন্টারভিউ কেন্দ্র আগরতলা, তারিখ সহ বিস্তারিত এঁদের ওয়েবসাইট থেকে জেনে নিতে হবে।: [119, 1631, 458, 1714]
column-1: [119, 185, 458, 2255]
masthead-english-dateline: TRIPURA BHABISHYAT, SATURDAY, 13th JULY, 2024: [431, 66, 1064, 95]
story-heading-central-govt-officers: অনলাইনে পরীক্ষার মাধ্যমে কেন্দ্রীয় সরকারের অধীনে ১৭,৭২৭ অফিসার: [821, 717, 1160, 780]
job-divider: o—o—o—o—o—o: [245, 1718, 332, 1729]
story-paragraph: বিভিন্ন শূন্যপদের বিস্তারিত প্রকাশ করবে সংশ্লিষ্ট ব্যাঙ্ক। উত্তর পত্রের মূল্যায়ন, পরীক্ষা, যোগ্যতা ও বয়স যাচাই, নথি পরীক্ষা সহ সমস্ত প্রক্রিয়া অনলাইনে সম্পন্ন হবে। যে কোনও বিষয়ে গ্র্যাজুয়েট হলেই আবেদন করা যাবে। এই ক্ষেত্রে স্থানীয় ভাষায় কথা বলা ও লিখতে পারা আবশ্যক। অনলাইনে আবেদনের জন্য প্রার্থীর বৈধ ই-মেইল আইডি ও মোবাইল নম্বর থাকা প্রয়োজন।: [470, 274, 809, 374]
story-paragraph: দরখাস্ত করবেন কেবলমাত্র অনলাইনে এঁদের ওয়েবসাইটে লগ অন করে ২১ জুলাইয়ের মধ্যে। অনলাইনে দরখাস্ত করার শেষ তারিখ ২১ জুলাই। অনলাইনে রেজিস্ট্রেশন করার আগে নিজের একটি বৈধ ও দীর্ঘস্থায়ী ই-মেল আইডি এবং মোবাইল নম্বর রাখতে হবে। ছবি ও সই স্ক্যান করে রাখুন। রেজিস্ট্রেশন করার পর প্রাপ্ত রেজিস্ট্রেশন নম্বর ও পাসওয়ার্ড দিয়ে লগ ইন করে ফর্ম পূরণ করতে হবে।: [470, 467, 809, 566]
story-paragraph: শিক্ষাগত যোগ্যতা হতে হবে যে কোনও বিষয়ে গ্র্যাজুয়েট। ... ইত্যাদি গ্র্যাজুয়েট ডিগ্রি পাশ, নম্বরের কোনও কড়াকড়ি নেই।: [821, 1260, 1160, 1291]
newspaper-title: ত্রিপুরা ভবিষ্যৎ: [128, 63, 555, 147]
story-paragraph: একজন প্রার্থী একাধিক পদের জন্য আবেদন করতে পারবেন। তবে প্রতিটি পদের জন্য আলাদা শর্ত প্রযোজ্য। বয়সের হিসাব ০১-০৮-২০২৪ তারিখ অনুযায়ী। প্রার্থীদের বয়স ১৮ থেকে ৩২ বছরের মধ্যে হতে হবে। সংরক্ষিত শ্রেণির প্রার্থীরা নিয়মানুযায়ী বয়সে ছাড় পাবেন। সমস্ত পদে নিয়োগ হবে অনলাইনে টিয়ার-১ ও টিয়ার-২ পরীক্ষার মাধ্যমে।: [821, 891, 1160, 974]
story-byline: কর্মবার্তা নিউজ ব্যুরো, আগরতলা।।: [483, 843, 657, 857]
upcoming-exam-item: * এপ্রেন্টিস পদে নিয়োগের জন্য অনলাইনে দরখাস্ত জমা নেওয়া হচ্ছে। শূন্যপদ ঃ ১৬৩টি, অনলাইনে দরখাস্তের শেষ তারিখ ১৯ জুলাই।: [1172, 1229, 1511, 1260]
job-post-title: * পদের নাম ঃ ওয়ার্ডার (অর্ডিন্যান্স ফ্যাক্টরি),: [132, 296, 345, 309]
column-3: [821, 185, 1160, 2255]
job-post-details: শূন্যপদ ঃ ৪৪৪টি,শিক্ষাগত যোগ্যতা ঃ গ্র্যাজুয়েট অর্থাৎ বিএ, বিকম, বিএসসি, বিই, বিটেক, বিবিএ, বিসিএ ... যে-কোনও বিষয়ে ডিগ্রি পাশ, বয়স ঃ ২০-২৮ বছর (সংরক্ষিত ক্ষেত্রে নিয়মানুযায়ী ছাড় রয়েছে), অনলাইনে দরখাস্তের শেষ তারিখ ১৬ জুলাই, বাছাইকৃতদের কম্পিউটার ভিত্তিক পরীক্ষার কেন্দ্র আগরতলা সহ সারা দেশে, তারিখ সহ বিস্তারিত কল লেটারে জানানো হবে।: [119, 647, 458, 747]
story-heading-apprentice: রাষ্ট্রায়ত্ত ব্যাঙ্কে ৪৪৪ এপ্রেন্টিস নিয়োগ আগরতলায় অনলাইনে পরীক্ষার সুযোগ: [470, 785, 809, 837]
story-byline: কর্মবার্তা নিউজ ব্যুরো, আগরতলা।।: [835, 786, 1003, 800]
